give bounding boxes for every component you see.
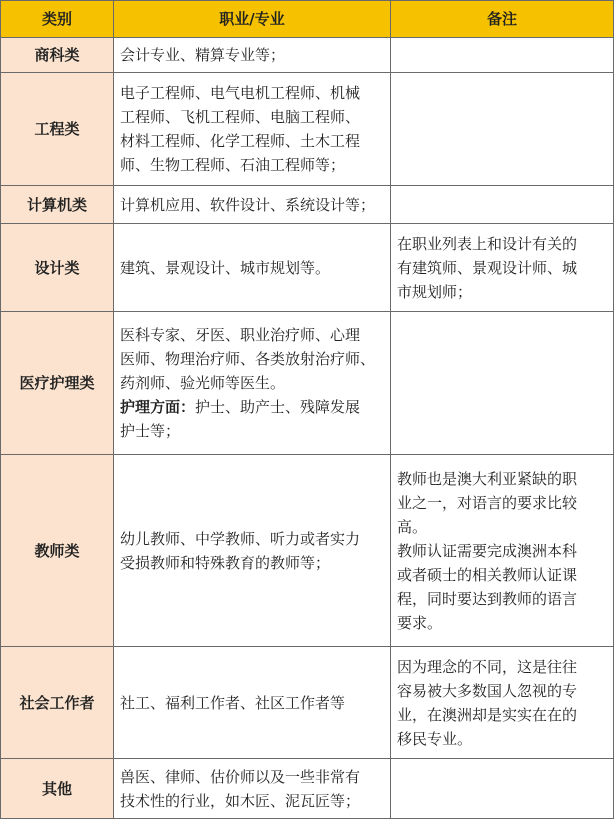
category-cell: 社会工作者 <box>1 647 114 759</box>
profession-cell <box>114 455 391 647</box>
header-category: 类别 <box>1 1 114 38</box>
note-line: 教师也是澳大利亚紧缺的职 <box>397 469 578 488</box>
table-row <box>1 455 614 647</box>
note-cell <box>391 455 614 647</box>
profession-cell <box>114 38 391 73</box>
note-line: 要求。 <box>397 613 443 632</box>
profession-cell <box>114 647 391 759</box>
profession-cell <box>114 186 391 224</box>
header-profession: 职业/专业 <box>114 1 391 38</box>
profession-line: 药剂师、验光师等医生。 <box>120 374 286 392</box>
note-line: 移民专业。 <box>397 729 473 748</box>
note-cell <box>391 38 614 73</box>
category-cell: 其他 <box>1 759 114 819</box>
profession-line: 护士等； <box>120 422 181 440</box>
profession-cell <box>114 73 391 186</box>
note-cell <box>391 73 614 186</box>
category-cell: 教师类 <box>1 455 114 647</box>
note-cell <box>391 186 614 224</box>
profession-line: 师、生物工程师、石油工程师等； <box>120 156 346 174</box>
category-cell: 医疗护理类 <box>1 312 114 455</box>
category-cell: 设计类 <box>1 224 114 312</box>
note-cell <box>391 647 614 759</box>
table-row <box>1 186 614 224</box>
note-line: 有建筑师、景观设计师、城 <box>397 258 578 277</box>
note-line: 高。 <box>397 517 428 536</box>
table-row <box>1 312 614 455</box>
profession-line: 兽医、律师、估价师以及一些非常有 <box>120 767 361 786</box>
profession-cell <box>114 759 391 819</box>
profession-line: 工程师、飞机工程师、电脑工程师、 <box>120 108 361 126</box>
profession-line: 技术性的行业，如木匠、泥瓦匠等； <box>120 791 361 810</box>
nursing-text: 护士、助产士、残障发展 <box>195 398 361 416</box>
profession-line: 会计专业、精算专业等； <box>120 46 286 64</box>
note-line: 容易被大多数国人忽视的专 <box>397 681 578 700</box>
profession-line: 医师、物理治疗师、各类放射治疗师、 <box>120 350 376 368</box>
profession-line: 医科专家、牙医、职业治疗师、心理 <box>120 326 361 344</box>
profession-line: 受损教师和特殊教育的教师等； <box>120 553 331 572</box>
profession-line: 建筑、景观设计、城市规划等。 <box>120 258 331 277</box>
table-row <box>1 73 614 186</box>
table-row <box>1 38 614 73</box>
note-line: 因为理念的不同，这是往往 <box>397 657 578 676</box>
profession-line: 社工、福利工作者、社区工作者等 <box>120 693 346 712</box>
profession-line: 电子工程师、电气电机工程师、机械 <box>120 84 361 102</box>
note-line: 业之一，对语言的要求比较 <box>397 493 578 512</box>
profession-line: 计算机应用、软件设计、系统设计等； <box>120 195 376 214</box>
note-line: 或者硕士的相关教师认证课 <box>397 565 578 584</box>
category-cell: 工程类 <box>1 73 114 186</box>
table-header-row <box>1 1 614 38</box>
note-line: 教师认证需要完成澳洲本科 <box>397 541 578 560</box>
note-line: 市规划师； <box>397 282 473 301</box>
header-note: 备注 <box>391 1 614 38</box>
note-cell <box>391 312 614 455</box>
note-cell <box>391 759 614 819</box>
table-row <box>1 224 614 312</box>
note-line: 程，同时要达到教师的语言 <box>397 589 578 608</box>
note-line: 在职业列表上和设计有关的 <box>397 234 578 253</box>
category-cell: 商科类 <box>1 38 114 73</box>
profession-cell <box>114 224 391 312</box>
category-cell: 计算机类 <box>1 186 114 224</box>
note-cell <box>391 224 614 312</box>
table-row <box>1 759 614 819</box>
nursing-label: 护理方面： <box>120 398 196 416</box>
note-line: 业，在澳洲却是实实在在的 <box>397 705 578 724</box>
profession-line <box>120 395 385 419</box>
profession-cell <box>114 312 391 455</box>
profession-line: 幼儿教师、中学教师、听力或者实力 <box>120 529 361 548</box>
profession-line: 材料工程师、化学工程师、土木工程 <box>120 132 361 150</box>
table-row <box>1 647 614 759</box>
